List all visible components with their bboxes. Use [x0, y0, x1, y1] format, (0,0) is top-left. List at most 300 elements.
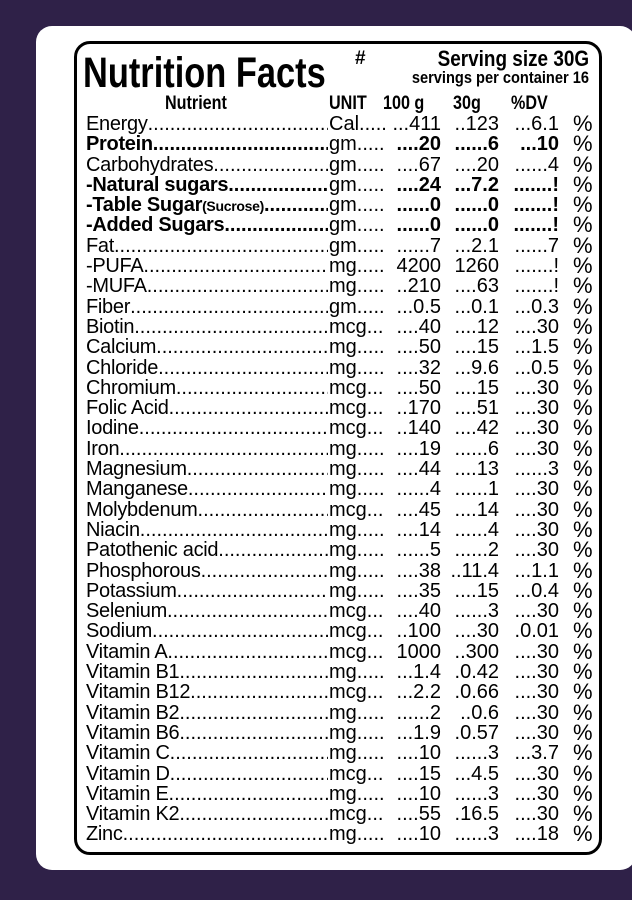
value-100g: ...2.2	[396, 681, 441, 704]
value-100g: ......0	[396, 194, 441, 217]
value-30g: .0.66	[454, 681, 499, 704]
nutrient-name-text: -Added Sugars	[86, 215, 225, 236]
nutrient-name-text: Iron	[86, 438, 120, 459]
nutrient-name	[86, 784, 328, 804]
value-dv: ...6.1	[514, 113, 559, 135]
value-dv: ......3	[514, 458, 559, 481]
percent-sign: %	[573, 395, 593, 421]
nutrient-row	[77, 537, 599, 563]
value-dv: .0.01	[514, 620, 559, 643]
nutrient-name	[86, 378, 328, 398]
nutrient-name	[86, 195, 328, 216]
nutrient-name-text: Niacin	[86, 519, 140, 540]
nutrient-name	[86, 276, 328, 296]
percent-sign: %	[573, 760, 593, 786]
unit: mg.. ......	[329, 256, 385, 276]
unit: gm.. ......	[329, 236, 385, 256]
nutrient-name	[86, 134, 328, 154]
value-100g: ......0	[396, 214, 441, 237]
nutrient-row	[77, 151, 599, 177]
nutrient-row	[77, 293, 599, 319]
nutrient-name-note: (Sucrose)	[202, 198, 264, 215]
nutrient-name	[86, 743, 328, 763]
value-30g: ..300	[454, 640, 499, 663]
value-dv: .......!	[513, 214, 559, 237]
value-dv: ...1.5	[514, 336, 559, 359]
value-100g: 1000	[396, 640, 441, 663]
column-header-unit: UNIT	[329, 93, 367, 114]
nutrient-name-text: Chromium	[86, 377, 176, 398]
nutrient-row	[77, 354, 599, 380]
value-30g: ....20	[454, 153, 499, 176]
value-100g: ....20	[396, 133, 441, 156]
nutrient-name	[86, 479, 328, 499]
value-100g: ...1.9	[396, 721, 441, 744]
value-100g: ....35	[396, 579, 441, 602]
nutrient-name-text: Vitamin B12	[86, 682, 191, 703]
value-100g: ..170	[396, 397, 441, 420]
percent-sign: %	[573, 598, 593, 624]
percent-sign: %	[573, 476, 593, 502]
percent-sign: %	[573, 537, 593, 563]
value-100g: ....14	[396, 518, 441, 541]
unit: mcg ......	[329, 642, 385, 662]
percent-sign: %	[573, 496, 593, 522]
percent-sign: %	[573, 192, 593, 218]
value-30g: ......3	[454, 823, 499, 846]
unit: mcg ......	[329, 500, 385, 520]
value-30g: ...4.5	[454, 762, 499, 785]
nutrient-name	[86, 155, 328, 175]
servings-per-container: servings per container 16	[411, 68, 589, 87]
nutrient-name	[86, 114, 328, 134]
column-header-100g: 100 g	[383, 93, 425, 114]
nutrient-name-text: -Table Sugar	[86, 195, 203, 217]
nutrient-row	[77, 131, 599, 157]
nutrient-name-text: Vitamin B6	[86, 722, 180, 743]
nutrient-name	[86, 297, 328, 317]
value-100g: ....10	[396, 823, 441, 846]
value-dv: ....30	[514, 640, 559, 663]
percent-sign: %	[573, 456, 593, 482]
unit: mcg ......	[329, 601, 385, 621]
value-30g: ..123	[454, 113, 499, 135]
value-dv: ....30	[514, 518, 559, 541]
nutrient-name	[86, 642, 328, 662]
nutrient-row	[77, 740, 599, 766]
value-dv: ...3.7	[514, 742, 559, 765]
unit: mcg ......	[329, 378, 385, 398]
value-100g: 4200	[396, 255, 441, 278]
nutrient-row	[77, 334, 599, 360]
percent-sign: %	[573, 699, 593, 725]
value-dv: ....30	[514, 397, 559, 420]
value-30g: ....14	[454, 498, 499, 521]
nutrient-row	[77, 313, 599, 339]
title-mark: #	[355, 48, 366, 69]
unit: gm.. ......	[329, 215, 385, 235]
nutrient-name	[86, 723, 328, 743]
value-30g: ....42	[454, 417, 499, 440]
value-100g: ......2	[396, 701, 441, 724]
nutrient-row	[77, 415, 599, 441]
percent-sign: %	[573, 618, 593, 644]
value-dv: ....30	[514, 539, 559, 562]
nutrient-name	[86, 561, 328, 581]
value-dv: ....30	[514, 437, 559, 460]
nutrient-name	[86, 439, 328, 459]
value-30g: .16.5	[454, 803, 499, 826]
value-dv: ...0.4	[514, 579, 559, 602]
unit: mg.. ......	[329, 439, 385, 459]
unit: mg.. ......	[329, 540, 385, 560]
nutrient-row	[77, 111, 599, 136]
nutrient-name-text: Protein	[86, 134, 153, 155]
column-header-nutrient: Nutrient	[165, 93, 227, 114]
value-30g: ...2.1	[454, 234, 499, 257]
nutrient-row	[77, 253, 599, 279]
nutrient-name	[86, 337, 328, 357]
nutrient-row	[77, 496, 599, 522]
percent-sign: %	[573, 638, 593, 664]
value-100g: ...1.4	[396, 661, 441, 684]
value-100g: ....40	[396, 600, 441, 623]
value-30g: ......4	[454, 518, 499, 541]
nutrient-name	[86, 459, 328, 479]
nutrient-name-text: Manganese	[86, 479, 188, 500]
nutrient-name-text: Patothenic acid	[86, 540, 219, 561]
unit: mcg ......	[329, 398, 385, 418]
nutrient-name	[86, 520, 328, 540]
nutrient-row	[77, 516, 599, 542]
nutrient-row	[77, 212, 599, 238]
percent-sign: %	[573, 212, 593, 238]
nutrient-name-text: -PUFA	[86, 256, 144, 277]
nutrient-name	[86, 804, 328, 824]
nutrient-name-text: Molybdenum	[86, 499, 198, 520]
percent-sign: %	[573, 313, 593, 339]
value-dv: ...1.1	[514, 559, 559, 582]
value-30g: ....12	[454, 315, 499, 338]
value-30g: ......0	[454, 194, 499, 217]
nutrient-name	[86, 358, 328, 378]
nutrient-name-text: Vitamin A	[86, 641, 168, 662]
unit: mg.. ......	[329, 784, 385, 804]
nutrient-row	[77, 273, 599, 299]
value-dv: ....30	[514, 681, 559, 704]
nutrient-name	[86, 824, 328, 844]
value-dv: ....30	[514, 417, 559, 440]
value-dv: .......!	[514, 255, 559, 278]
nutrient-name	[86, 215, 328, 235]
value-30g: ..0.6	[460, 701, 499, 724]
value-dv: ......4	[514, 153, 559, 176]
value-100g: ..210	[396, 275, 441, 298]
percent-sign: %	[573, 659, 593, 685]
nutrient-name-text: Carbohydrates	[86, 154, 214, 175]
value-dv: ....30	[514, 803, 559, 826]
nutrient-name-text: Fiber	[86, 296, 131, 317]
nutrient-row	[77, 679, 599, 705]
nutrient-name-text: Vitamin D	[86, 763, 170, 784]
nutrient-name	[86, 601, 328, 621]
unit: gm.. ......	[329, 195, 385, 215]
value-100g: ....15	[396, 762, 441, 785]
nutrient-name	[86, 236, 328, 256]
value-30g: ......3	[454, 782, 499, 805]
value-dv: .......!	[513, 194, 559, 217]
nutrient-row	[77, 374, 599, 400]
percent-sign: %	[573, 374, 593, 400]
nutrient-row	[77, 760, 599, 786]
value-dv: ....30	[514, 600, 559, 623]
nutrient-name-text: Vitamin B1	[86, 662, 180, 683]
value-100g: ....24	[396, 173, 441, 196]
nutrient-name-text: Iodine	[86, 418, 139, 439]
nutrient-name-text: Fat	[86, 235, 114, 256]
nutrition-label	[74, 41, 602, 855]
percent-sign: %	[573, 516, 593, 542]
percent-sign: %	[573, 435, 593, 461]
value-100g: ....44	[396, 458, 441, 481]
value-30g: .0.42	[454, 661, 499, 684]
value-dv: ....30	[514, 721, 559, 744]
nutrient-name-text: Folic Acid	[86, 398, 169, 419]
value-30g: ......1	[454, 478, 499, 501]
unit: mcg ......	[329, 804, 385, 824]
nutrient-name-text: Magnesium	[86, 459, 187, 480]
nutrient-row	[77, 232, 599, 258]
value-dv: ....30	[514, 701, 559, 724]
unit: Cal. ......	[329, 114, 385, 134]
nutrient-name	[86, 682, 328, 702]
value-30g: ....51	[454, 397, 499, 420]
value-100g: ...411	[392, 113, 441, 135]
value-dv: ...0.3	[514, 295, 559, 318]
unit: mcg ......	[329, 621, 385, 641]
serving-size: Serving size 30G	[437, 46, 589, 71]
percent-sign: %	[573, 273, 593, 299]
value-dv: ....30	[514, 478, 559, 501]
nutrient-row	[77, 476, 599, 502]
value-30g: ......3	[454, 742, 499, 765]
nutrient-row	[77, 192, 599, 218]
value-30g: ......0	[454, 214, 499, 237]
value-100g: ......4	[396, 478, 441, 501]
value-100g: ..100	[396, 620, 441, 643]
nutrient-row	[77, 659, 599, 685]
nutrient-name-text: Vitamin E	[86, 783, 169, 804]
percent-sign: %	[573, 253, 593, 279]
value-dv: ....30	[514, 498, 559, 521]
nutrient-name	[86, 256, 328, 276]
unit: mg.. ......	[329, 581, 385, 601]
value-100g: ....50	[396, 376, 441, 399]
nutrient-row	[77, 801, 599, 827]
unit: mg.. ......	[329, 358, 385, 378]
nutrient-row	[77, 435, 599, 461]
nutrient-row	[77, 577, 599, 603]
percent-sign: %	[573, 719, 593, 745]
percent-sign: %	[573, 821, 593, 847]
value-30g: ...0.1	[454, 295, 499, 318]
value-dv: ....30	[514, 782, 559, 805]
value-100g: ....19	[396, 437, 441, 460]
nutrient-name	[86, 621, 328, 641]
value-30g: ....15	[454, 579, 499, 602]
nutrient-name-text: -Natural sugars	[86, 174, 229, 195]
column-header-dv: %DV	[511, 93, 548, 114]
unit: mcg ......	[329, 764, 385, 784]
value-30g: ....15	[454, 376, 499, 399]
nutrient-name	[86, 398, 328, 418]
value-dv: ....30	[514, 376, 559, 399]
nutrient-name-text: Selenium	[86, 601, 167, 622]
value-100g: ....67	[396, 153, 441, 176]
nutrient-name	[86, 175, 328, 195]
unit: mg.. ......	[329, 703, 385, 723]
unit: mcg ......	[329, 682, 385, 702]
unit: mg.. ......	[329, 459, 385, 479]
nutrient-row	[77, 638, 599, 664]
value-100g: ......7	[396, 234, 441, 257]
percent-sign: %	[573, 334, 593, 360]
percent-sign: %	[573, 780, 593, 806]
percent-sign: %	[573, 679, 593, 705]
nutrient-row	[77, 618, 599, 644]
unit: mg.. ......	[329, 743, 385, 763]
value-100g: ....55	[396, 803, 441, 826]
percent-sign: %	[573, 151, 593, 177]
nutrient-name-text: Energy	[86, 114, 148, 134]
nutrient-name-text: Sodium	[86, 621, 153, 642]
percent-sign: %	[573, 577, 593, 603]
value-100g: ...0.5	[396, 295, 441, 318]
unit: mg.. ......	[329, 723, 385, 743]
nutrient-name-text: Zinc	[86, 824, 123, 845]
nutrient-name	[86, 500, 328, 520]
nutrient-row	[77, 456, 599, 482]
unit: mg.. ......	[329, 662, 385, 682]
value-30g: 1260	[454, 255, 499, 278]
unit: mg.. ......	[329, 824, 385, 844]
value-dv: ...0.5	[514, 356, 559, 379]
value-30g: ...7.2	[454, 173, 499, 196]
unit: gm.. ......	[329, 175, 385, 195]
percent-sign: %	[573, 111, 593, 136]
value-dv: .......!	[514, 275, 559, 298]
column-header-30g: 30g	[453, 93, 481, 114]
value-dv: ......7	[514, 234, 559, 257]
nutrient-name	[86, 540, 328, 560]
unit: mg.. ......	[329, 561, 385, 581]
nutrient-row	[77, 719, 599, 745]
nutrient-row	[77, 557, 599, 583]
unit: gm.. ......	[329, 297, 385, 317]
percent-sign: %	[573, 232, 593, 258]
nutrient-row	[77, 395, 599, 421]
percent-sign: %	[573, 354, 593, 380]
nutrient-name-text: Phosphorous	[86, 560, 201, 581]
value-100g: ....45	[396, 498, 441, 521]
value-dv: ...10	[520, 133, 559, 156]
nutrient-name-text: -MUFA	[86, 276, 147, 297]
unit: gm.. ......	[329, 155, 385, 175]
nutrient-row	[77, 780, 599, 806]
value-30g: ....63	[454, 275, 499, 298]
nutrient-name	[86, 703, 328, 723]
unit: mcg ......	[329, 317, 385, 337]
value-dv: ....18	[514, 823, 559, 846]
nutrient-row	[77, 821, 599, 847]
percent-sign: %	[573, 171, 593, 197]
nutrient-row	[77, 598, 599, 624]
value-100g: ....10	[396, 742, 441, 765]
percent-sign: %	[573, 801, 593, 827]
value-30g: ...9.6	[454, 356, 499, 379]
value-dv: ....30	[514, 661, 559, 684]
value-100g: ....10	[396, 782, 441, 805]
unit: mg.. ......	[329, 479, 385, 499]
value-dv: ....30	[514, 762, 559, 785]
unit: gm.. ......	[329, 134, 385, 154]
nutrient-name-text: Biotin	[86, 316, 135, 337]
value-30g: ......6	[454, 437, 499, 460]
value-100g: ....38	[396, 559, 441, 582]
unit: mg.. ......	[329, 276, 385, 296]
value-30g: .0.57	[454, 721, 499, 744]
value-dv: ....30	[514, 315, 559, 338]
nutrient-row	[77, 171, 599, 197]
nutrient-name	[86, 764, 328, 784]
nutrient-name-text: Vitamin K2	[86, 804, 180, 825]
percent-sign: %	[573, 557, 593, 583]
value-100g: ....40	[396, 315, 441, 338]
value-30g: ....30	[454, 620, 499, 643]
value-30g: ......6	[454, 133, 499, 156]
value-100g: ....32	[396, 356, 441, 379]
value-100g: ..140	[396, 417, 441, 440]
value-dv: .......!	[513, 173, 559, 196]
nutrient-name-text: Chloride	[86, 357, 159, 378]
nutrient-name	[86, 317, 328, 337]
nutrient-row	[77, 699, 599, 725]
percent-sign: %	[573, 740, 593, 766]
nutrient-name	[86, 662, 328, 682]
nutrient-name-text: Vitamin C	[86, 743, 170, 764]
nutrient-name	[86, 418, 328, 438]
nutrient-name	[86, 581, 328, 601]
nutrient-name-text: Vitamin B2	[86, 702, 180, 723]
value-30g: ....15	[454, 336, 499, 359]
nutrient-name-text: Calcium	[86, 337, 157, 358]
value-30g: ....13	[454, 458, 499, 481]
nutrient-table	[77, 111, 599, 847]
unit: mcg ......	[329, 418, 385, 438]
value-100g: ......5	[396, 539, 441, 562]
percent-sign: %	[573, 293, 593, 319]
unit: mg.. ......	[329, 520, 385, 540]
label-title: Nutrition Facts	[83, 49, 326, 97]
unit: mg.. ......	[329, 337, 385, 357]
percent-sign: %	[573, 415, 593, 441]
value-100g: ....50	[396, 336, 441, 359]
value-30g: ......2	[454, 539, 499, 562]
value-30g: ..11.4	[450, 559, 499, 582]
percent-sign: %	[573, 131, 593, 157]
nutrient-name-text: Potassium	[86, 580, 177, 601]
value-30g: ......3	[454, 600, 499, 623]
